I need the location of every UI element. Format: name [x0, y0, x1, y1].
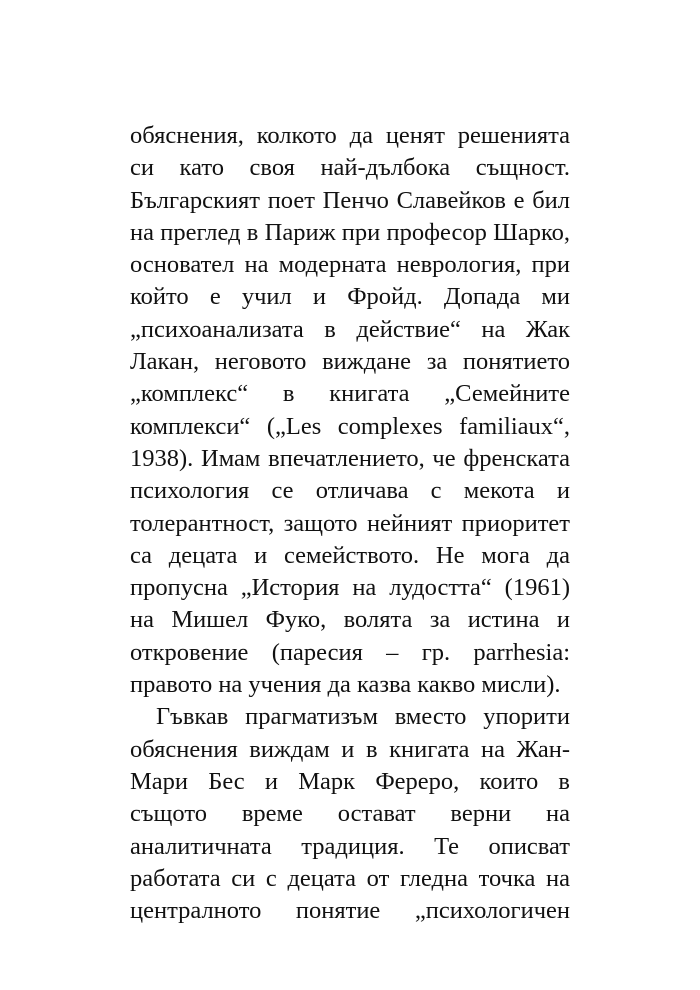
paragraph-1: [130, 120, 570, 701]
text-line: обяснения, колкото да ценят решенията: [130, 122, 570, 149]
text-line: аналитичната традиция. Те описват: [130, 832, 570, 860]
text-line: откровение (паресия – гр. parrhesia:: [130, 638, 570, 666]
text-line: Българският поет Пенчо Славейков е бил: [130, 186, 570, 214]
text-line: „психоанализата в действие“ на Жак: [130, 315, 570, 343]
text-line: работата си с децата от гледна точка на: [130, 864, 570, 892]
body-text: [130, 120, 570, 927]
paragraph-2: [130, 701, 570, 927]
text-line: си като своя най-дълбока същност.: [130, 154, 570, 182]
text-line: Лакан, неговото виждане за понятието: [130, 348, 570, 376]
text-line: правото на учения да казва какво мисли).: [130, 671, 561, 699]
text-line: пропусна „История на лудостта“ (1961): [130, 574, 570, 602]
text-line: основател на модерната неврология, при: [130, 251, 570, 279]
text-line: „комплекс“ в книгата „Семейните: [130, 380, 570, 408]
text-line: толерантност, защото нейният приоритет: [130, 509, 570, 537]
text-line: на преглед в Париж при професор Шарко,: [130, 218, 570, 246]
text-line: на Мишел Фуко, волята за истина и: [130, 606, 570, 634]
text-line: комплекси“ („Les complexes familiaux“,: [130, 412, 570, 440]
text-line: са децата и семейството. Не мога да: [130, 541, 570, 569]
text-line: същото време остават верни на: [130, 800, 570, 828]
text-line: обяснения виждам и в книгата на Жан-: [130, 735, 570, 763]
text-line: 1938). Имам впечатлението, че френската: [130, 444, 570, 472]
text-line: Гъвкав прагматизъм вместо упорити: [156, 703, 570, 731]
text-line: Мари Бес и Марк Фереро, които в: [130, 767, 570, 795]
text-line: който е учил и Фройд. Допада ми: [130, 283, 570, 311]
text-line: психология се отличава с мекота и: [130, 477, 570, 505]
text-line: централното понятие „психологичен: [130, 897, 570, 925]
